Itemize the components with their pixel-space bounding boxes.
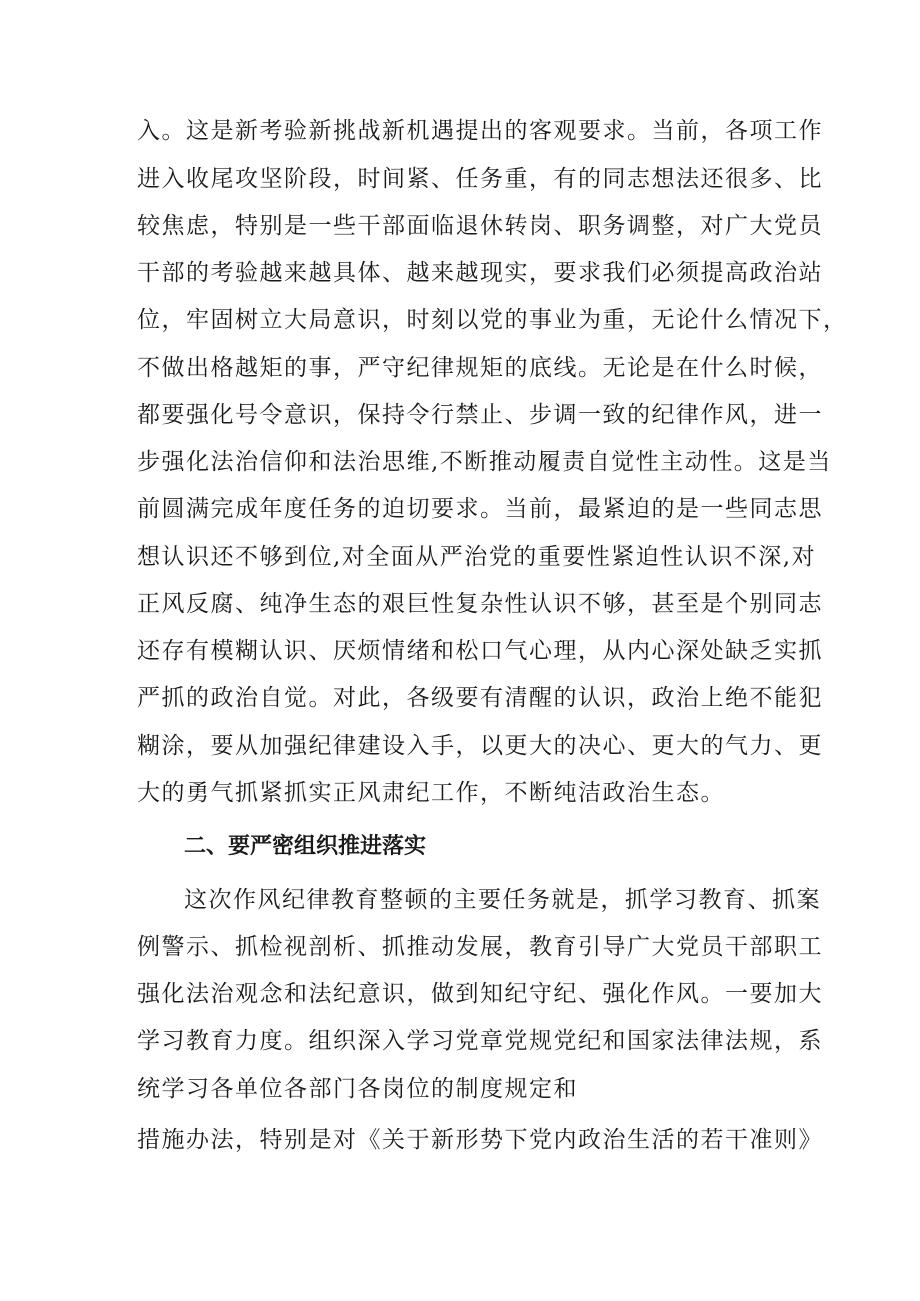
paragraph-line: 糊涂，要从加强纪律建设入手，以更大的决心、更大的气力、更: [137, 733, 823, 759]
paragraph-line: 较焦虑，特别是一些干部面临退休转岗、职务调整，对广大党员: [137, 213, 823, 239]
paragraph-line: 正风反腐、纯净生态的艰巨性复杂性认识不够，甚至是个别同志: [137, 591, 823, 617]
paragraph-line: 学习教育力度。组织深入学习党章党规党纪和国家法律法规，系: [137, 1028, 823, 1054]
paragraph-line: 干部的考验越来越具体、越来越现实，要求我们必须提高政治站: [137, 260, 823, 286]
paragraph-line: 例警示、抓检视剖析、抓推动发展，教育引导广大党员干部职工: [137, 934, 823, 960]
paragraph-line: 位，牢固树立大局意识，时刻以党的事业为重，无论什么情况下，: [137, 307, 848, 333]
paragraph-line: 想认识还不够到位,对全面从严治党的重要性紧迫性认识不深,对: [137, 544, 817, 570]
paragraph-line: 不做出格越矩的事，严守纪律规矩的底线。无论是在什么时候，: [137, 355, 823, 381]
paragraph-line: 都要强化号令意识，保持令行禁止、步调一致的纪律作风，进一: [137, 402, 823, 428]
paragraph-line: 这次作风纪律教育整顿的主要任务就是，抓学习教育、抓案: [184, 887, 821, 913]
paragraph-line: 强化法治观念和法纪意识，做到知纪守纪、强化作风。一要加大: [137, 981, 823, 1007]
paragraph-line: 措施办法，特别是对《关于新形势下党内政治生活的若干准则》: [137, 1127, 823, 1153]
paragraph-line: 进入收尾攻坚阶段，时间紧、任务重，有的同志想法还很多、比: [137, 166, 823, 192]
paragraph-line: 入。这是新考验新挑战新机遇提出的客观要求。当前，各项工作: [137, 118, 823, 144]
paragraph-line: 统学习各单位各部门各岗位的制度规定和: [137, 1076, 578, 1102]
paragraph-line: 还存有模糊认识、厌烦情绪和松口气心理，从内心深处缺乏实抓: [137, 638, 823, 664]
paragraph-line: 步强化法治信仰和法治思维,不断推动履责自觉性主动性。这是当: [137, 449, 832, 475]
paragraph-line: 前圆满完成年度任务的迫切要求。当前，最紧迫的是一些同志思: [137, 496, 823, 522]
section-heading: 二、要严密组织推进落实: [184, 834, 427, 859]
paragraph-line: 严抓的政治自觉。对此，各级要有清醒的认识，政治上绝不能犯: [137, 685, 823, 711]
paragraph-line: 大的勇气抓紧抓实正风肃纪工作，不断纯洁政治生态。: [137, 780, 725, 806]
